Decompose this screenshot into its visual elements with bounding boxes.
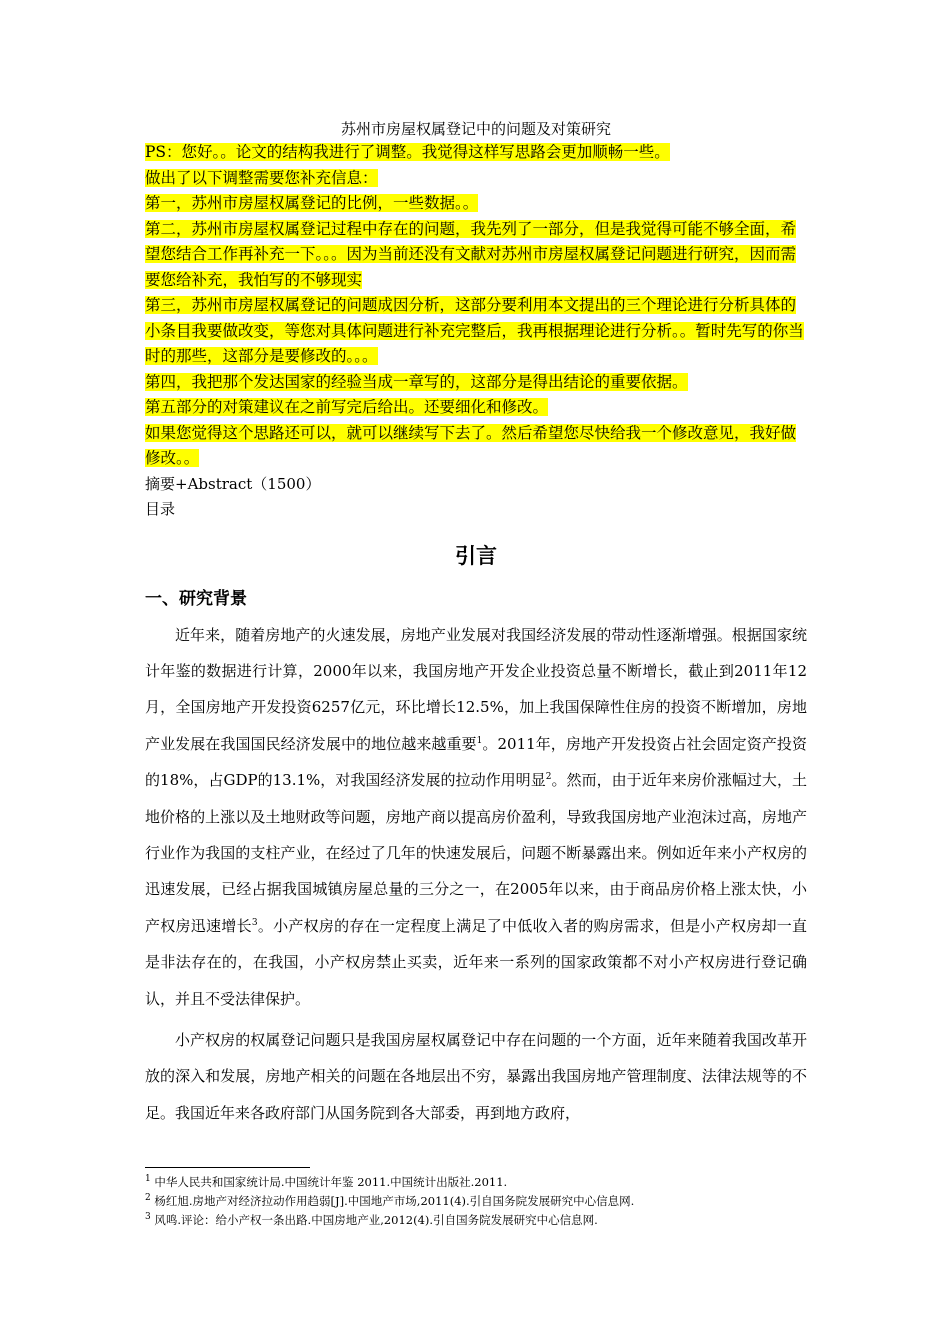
note-ps: [145, 140, 807, 166]
footnote-text: 中华人民共和国家统计局.中国统计年鉴 2011.中国统计出版社.2011.: [154, 1175, 508, 1189]
footnote-separator: [145, 1167, 310, 1168]
footnote-2: [145, 1192, 807, 1211]
highlighted-text: 第一，苏州市房屋权属登记的比例，一些数据。。: [145, 194, 479, 212]
highlighted-text: 第二，苏州市房屋权属登记过程中存在的问题，我先列了一部分，但是我觉得可能不够全面，希望您结合工作再补充一下。。。因为当前还没有文献对苏州市房屋权属登记问题进行研究，因而需要您给补充，我怕写的不够现实: [145, 219, 797, 289]
highlighted-text: 如果您觉得这个思路还可以，就可以继续写下去了。然后希望您尽快给我一个修改意见，我好做修改。。: [145, 423, 797, 467]
note-fifth: [145, 395, 807, 421]
chapter-heading: 引言: [455, 543, 497, 568]
note-second: [145, 217, 807, 294]
body-paragraph-2: 小产权房的权属登记问题只是我国房屋权属登记中存在问题的一个方面，近年来随着我国改革开放的深入和发展，房地产相关的问题在各地层出不穷，暴露出我国房地产管理制度、法律法规等的不足。我国近年来各政府部门从国务院到各大部委，再到地方政府，: [145, 1030, 807, 1122]
footnotes: [145, 1173, 807, 1230]
footnote-1: [145, 1173, 807, 1192]
footnote-ref-3[interactable]: 3: [251, 917, 258, 928]
paragraph-text: 。然而，由于近年来房价涨幅过大，土地价格的上涨以及土地财政等问题，房地产商以提高房价盈利，导致我国房地产业泡沫过高，房地产行业作为我国的支柱产业，在经过了几年的快速发展后，问题不断暴露出来。例如近年来小产权房的迅速发展，已经占据我国城镇房屋总量的三分之一，在2005年以来，由于商品房价格上涨太快，小产权房迅速增长: [145, 771, 807, 935]
highlighted-text: 做出了以下调整需要您补充信息：: [145, 168, 378, 187]
body-paragraph-1: [145, 617, 807, 1017]
note-first: [145, 191, 807, 217]
paragraph-text: 近年来，随着房地产的火速发展，房地产业发展对我国经济发展的带动性逐渐增强。根据国家统计年鉴的数据进行计算，2000年以来，我国房地产开发企业投资总量不断增长，截止到2011年12月，全国房地产开发投资6257亿元，环比增长12.5%，加上我国保障性住房的投资不断增加，房地产业发展在我国国民经济发展中的地位越来越重要: [145, 625, 807, 753]
footnote-mark: 3: [145, 1212, 151, 1223]
highlighted-text: PS：您好。。论文的结构我进行了调整。我觉得这样写思路会更加顺畅一些。: [145, 143, 670, 161]
note-request: [145, 166, 807, 192]
paragraph-text: 。小产权房的存在一定程度上满足了中低收入者的购房需求，但是小产权房却一直是非法存在的，在我国，小产权房禁止买卖，近年来一系列的国家政策都不对小产权房进行登记确认，并且不受法律保护。: [145, 916, 807, 1008]
note-closing: [145, 421, 807, 472]
abstract-line: 摘要+Abstract（1500）: [145, 474, 321, 493]
toc-line: 目录: [145, 499, 176, 518]
footnote-text: 杨红旭.房地产对经济拉动作用趋弱[J].中国地产市场,2011(4).引自国务院发展研究中心信息网.: [154, 1194, 635, 1208]
footnote-ref-2[interactable]: 2: [545, 772, 552, 783]
note-fourth: [145, 370, 807, 396]
footnote-mark: 2: [145, 1193, 151, 1204]
highlighted-text: 第四，我把那个发达国家的经验当成一章写的，这部分是得出结论的重要依据。: [145, 372, 688, 391]
page-content: [145, 118, 807, 1131]
footnote-text: 风鸣.评论：给小产权一条出路.中国房地产业,2012(4).引自国务院发展研究中心信息网.: [154, 1213, 598, 1227]
highlighted-text: 第三，苏州市房屋权属登记的问题成因分析，这部分要利用本文提出的三个理论进行分析具体的小条目我要做改变，等您对具体问题进行补充完整后，我再根据理论进行分析。。暂时先写的你当时的那些，这部分是要修改的。。。: [145, 296, 804, 365]
highlighted-text: 第五部分的对策建议在之前写完后给出。还要细化和修改。: [145, 398, 549, 416]
footnote-ref-1[interactable]: 1: [476, 735, 483, 746]
section-heading: 一、研究背景: [145, 588, 247, 609]
footnote-mark: 1: [145, 1174, 151, 1185]
document-title: 苏州市房屋权属登记中的问题及对策研究: [340, 120, 611, 138]
note-third: [145, 293, 807, 370]
paragraph-text: 。2011年，房地产开发投资占社会固定资产投资的18%，占GDP的13.1%，对我国经济发展的拉动作用明显: [145, 734, 807, 790]
footnote-3: [145, 1211, 807, 1230]
